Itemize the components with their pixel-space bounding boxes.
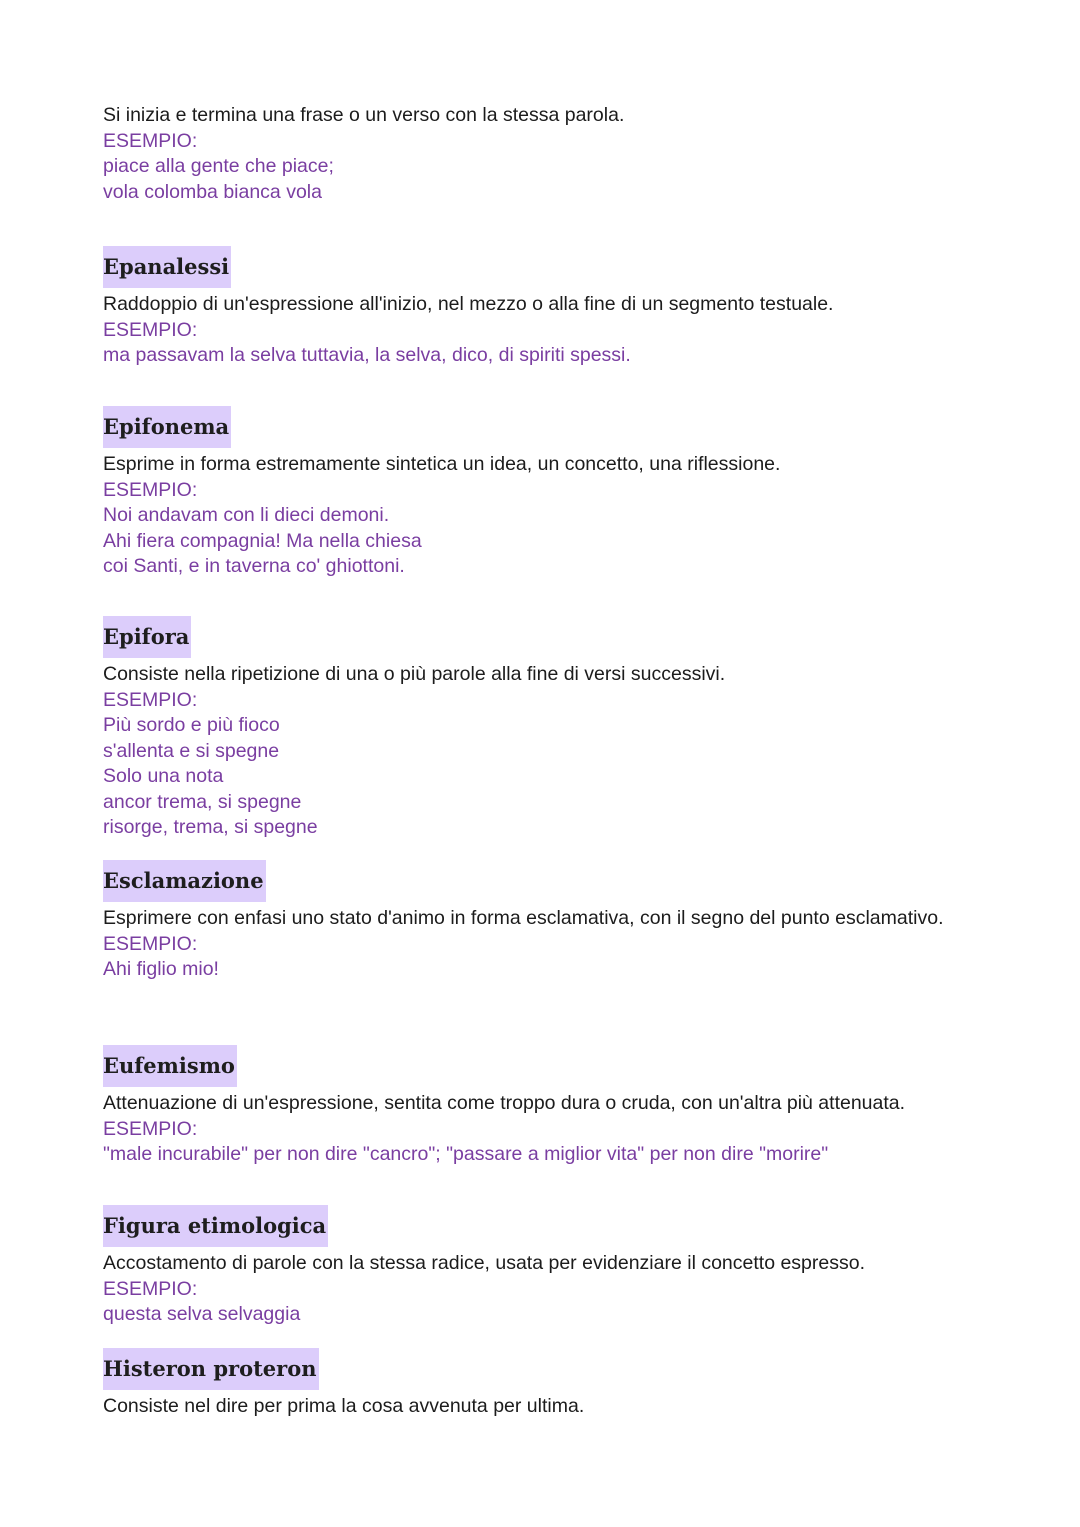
example-label: ESEMPIO: bbox=[103, 932, 198, 955]
intro-example-line: vola colomba bianca vola bbox=[103, 180, 322, 203]
term-heading: Esclamazione bbox=[103, 860, 266, 902]
term-definition: Consiste nel dire per prima la cosa avvenuta per ultima. bbox=[103, 1395, 585, 1417]
term-heading: Eufemismo bbox=[103, 1045, 237, 1087]
example-label: ESEMPIO: bbox=[103, 318, 198, 341]
example-label: ESEMPIO: bbox=[103, 1117, 198, 1140]
term-definition: Attenuazione di un'espressione, sentita come troppo dura o cruda, con un'altra più attenuata. bbox=[103, 1092, 906, 1114]
term-definition: Esprimere con enfasi uno stato d'animo in forma esclamativa, con il segno del punto esclamativo. bbox=[103, 907, 944, 929]
example-line: "male incurabile" per non dire "cancro"; "passare a miglior vita" per non dire "morire" bbox=[103, 1143, 829, 1165]
term-heading: Histeron proteron bbox=[103, 1348, 319, 1390]
intro-section bbox=[103, 103, 977, 205]
example-line: s'allenta e si spegne bbox=[103, 739, 280, 762]
intro-definition: Si inizia e termina una frase o un verso con la stessa parola. bbox=[103, 104, 625, 126]
section-esclamazione bbox=[103, 860, 977, 983]
section-epifonema bbox=[103, 406, 977, 580]
term-definition: Accostamento di parole con la stessa radice, usata per evidenziare il concetto espresso. bbox=[103, 1252, 865, 1274]
section-eufemismo bbox=[103, 1045, 977, 1168]
term-heading: Epifonema bbox=[103, 406, 231, 448]
example-line: coi Santi, e in taverna co' ghiottoni. bbox=[103, 555, 405, 577]
term-definition: Consiste nella ripetizione di una o più parole alla fine di versi successivi. bbox=[103, 663, 726, 685]
example-line: Solo una nota bbox=[103, 765, 224, 787]
term-definition: Raddoppio di un'espressione all'inizio, nel mezzo o alla fine di un segmento testuale. bbox=[103, 293, 834, 315]
example-line: Più sordo e più fioco bbox=[103, 714, 280, 736]
example-label: ESEMPIO: bbox=[103, 1277, 198, 1300]
intro-example-line: piace alla gente che piace; bbox=[103, 155, 334, 177]
example-line: risorge, trema, si spegne bbox=[103, 816, 318, 838]
intro-example-label: ESEMPIO: bbox=[103, 129, 198, 152]
example-line: Ahi fiera compagnia! Ma nella chiesa bbox=[103, 529, 422, 552]
example-line: questa selva selvaggia bbox=[103, 1303, 301, 1325]
example-line: ma passavam la selva tuttavia, la selva, dico, di spiriti spessi. bbox=[103, 344, 631, 366]
term-heading: Figura etimologica bbox=[103, 1205, 328, 1247]
example-line: Ahi figlio mio! bbox=[103, 958, 219, 980]
term-heading: Epifora bbox=[103, 616, 191, 658]
example-line: Noi andavam con li dieci demoni. bbox=[103, 504, 390, 526]
section-epifora bbox=[103, 616, 977, 841]
section-figura-etimologica bbox=[103, 1205, 977, 1328]
example-label: ESEMPIO: bbox=[103, 478, 198, 501]
term-definition: Esprime in forma estremamente sintetica un idea, un concetto, una riflessione. bbox=[103, 453, 781, 475]
section-epanalessi bbox=[103, 246, 977, 369]
example-line: ancor trema, si spegne bbox=[103, 790, 302, 813]
term-heading: Epanalessi bbox=[103, 246, 231, 288]
section-histeron-proteron bbox=[103, 1348, 977, 1420]
example-label: ESEMPIO: bbox=[103, 688, 198, 711]
